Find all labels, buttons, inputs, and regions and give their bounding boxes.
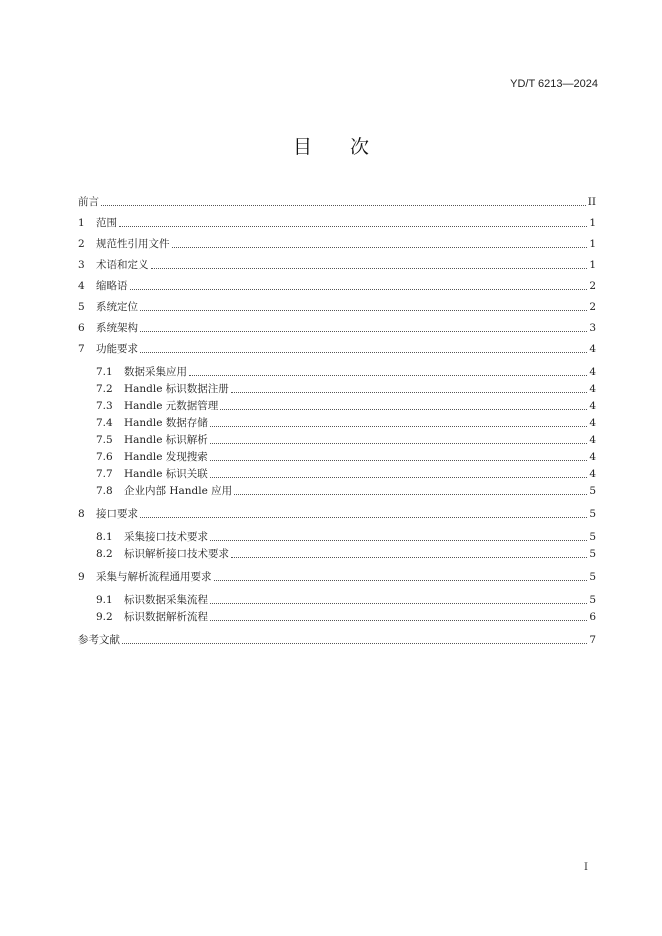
toc-entry-number: 7 (78, 343, 85, 355)
toc-entry[interactable] (78, 464, 596, 481)
toc-entry-number: 1 (78, 217, 85, 229)
toc-leader-dots (119, 225, 587, 227)
toc-entry[interactable] (78, 314, 596, 335)
toc-entry[interactable] (78, 481, 596, 498)
toc-entry-label: 企业内部 Handle 应用 (124, 485, 233, 497)
toc-leader-dots (231, 556, 587, 558)
toc-leader-dots (151, 267, 588, 269)
toc-leader-dots (210, 442, 588, 444)
toc-entry[interactable] (78, 335, 596, 356)
toc-leader-dots (214, 579, 588, 581)
toc-entry-label: Handle 元数据管理 (124, 400, 219, 412)
toc-entry-page: II (587, 196, 596, 208)
toc-entry-label: 标识数据采集流程 (124, 594, 208, 606)
toc-leader-dots (140, 516, 587, 518)
toc-entry-page: 4 (589, 451, 596, 463)
toc-leader-dots (210, 539, 587, 541)
toc-entry-label: 范围 (96, 217, 117, 229)
toc-leader-dots (234, 493, 587, 495)
toc-entry-page: 5 (589, 571, 596, 583)
toc-entry[interactable] (78, 447, 596, 464)
toc-leader-dots (220, 408, 587, 410)
toc-entry-number: 9.1 (96, 594, 113, 606)
document-code: YD/T 6213—2024 (510, 78, 598, 90)
toc-entry[interactable] (78, 251, 596, 272)
toc-leader-dots (130, 288, 588, 290)
toc-entry-label: Handle 标识关联 (124, 468, 208, 480)
toc-entry-page: 4 (589, 400, 596, 412)
toc-entry-page: 4 (589, 468, 596, 480)
toc-entry-label: 前言 (78, 196, 99, 208)
toc-entry-page: 4 (589, 366, 596, 378)
toc-entry-label: 参考文献 (78, 634, 120, 646)
toc-leader-dots (231, 391, 588, 393)
toc-entry-page: 1 (589, 217, 596, 229)
toc-entry[interactable] (78, 230, 596, 251)
toc-entry[interactable] (78, 430, 596, 447)
toc-entry-label: Handle 标识数据注册 (124, 383, 229, 395)
toc-entry-label: 规范性引用文件 (96, 238, 170, 250)
toc-entry[interactable] (78, 413, 596, 430)
toc-entry[interactable] (78, 607, 596, 624)
toc-entry-page: 1 (589, 238, 596, 250)
toc-entry-label: 系统架构 (96, 322, 138, 334)
toc-entry[interactable] (78, 624, 596, 647)
toc-entry[interactable] (78, 293, 596, 314)
toc-entry-number: 6 (78, 322, 85, 334)
toc-entry-number: 5 (78, 301, 85, 313)
toc-entry-number: 3 (78, 259, 85, 271)
toc-entry-page: 7 (589, 634, 596, 646)
toc-leader-dots (210, 602, 587, 604)
toc-entry-number: 2 (78, 238, 85, 250)
toc-leader-dots (140, 309, 587, 311)
toc-leader-dots (210, 619, 587, 621)
page-number: I (584, 862, 588, 873)
toc-entry-page: 4 (589, 434, 596, 446)
toc-entry-label: Handle 发现搜索 (124, 451, 208, 463)
toc-leader-dots (172, 246, 588, 248)
toc-entry-page: 5 (589, 531, 596, 543)
toc-entry-label: 系统定位 (96, 301, 138, 313)
toc-entry-label: 标识数据解析流程 (124, 611, 208, 623)
toc-entry[interactable] (78, 544, 596, 561)
toc-entry-page: 5 (589, 594, 596, 606)
toc-entry-page: 4 (589, 343, 596, 355)
toc-entry-page: 5 (589, 548, 596, 560)
toc-leader-dots (210, 476, 588, 478)
toc-entry-number: 7.7 (96, 468, 113, 480)
toc-entry-number: 7.2 (96, 383, 113, 395)
toc-entry-number: 7.4 (96, 417, 113, 429)
toc-entry-page: 4 (589, 417, 596, 429)
toc-entry-number: 9 (78, 571, 85, 583)
toc-entry-label: Handle 标识解析 (124, 434, 208, 446)
toc-entry[interactable] (78, 379, 596, 396)
toc-entry-page: 2 (589, 301, 596, 313)
toc-entry[interactable] (78, 209, 596, 230)
toc-entry-label: 接口要求 (96, 508, 138, 520)
toc-entry-number: 8 (78, 508, 85, 520)
toc-entry-label: 术语和定义 (96, 259, 149, 271)
toc-entry[interactable] (78, 188, 596, 209)
toc-entry-number: 7.5 (96, 434, 113, 446)
toc-leader-dots (210, 459, 588, 461)
toc-entry-label: 采集与解析流程通用要求 (96, 571, 212, 583)
toc-entry-label: Handle 数据存储 (124, 417, 208, 429)
toc-entry-number: 7.3 (96, 400, 113, 412)
table-of-contents (78, 188, 596, 647)
toc-entry-page: 5 (589, 508, 596, 520)
toc-entry[interactable] (78, 272, 596, 293)
toc-leader-dots (189, 374, 587, 376)
toc-entry-page: 5 (589, 485, 596, 497)
toc-entry-page: 4 (589, 383, 596, 395)
toc-entry-number: 8.2 (96, 548, 113, 560)
toc-leader-dots (210, 425, 588, 427)
toc-entry[interactable] (78, 561, 596, 584)
toc-entry-label: 标识解析接口技术要求 (124, 548, 229, 560)
toc-leader-dots (140, 330, 587, 332)
toc-entry[interactable] (78, 521, 596, 544)
toc-entry[interactable] (78, 356, 596, 379)
toc-entry-page: 3 (589, 322, 596, 334)
toc-leader-dots (140, 351, 587, 353)
toc-entry-number: 4 (78, 280, 85, 292)
toc-entry-label: 缩略语 (96, 280, 128, 292)
toc-entry-page: 1 (589, 259, 596, 271)
toc-entry[interactable] (78, 498, 596, 521)
toc-entry-number: 9.2 (96, 611, 113, 623)
toc-entry-page: 2 (589, 280, 596, 292)
toc-entry-number: 7.1 (96, 366, 113, 378)
toc-entry-number: 7.6 (96, 451, 113, 463)
toc-entry-page: 6 (589, 611, 596, 623)
toc-entry-label: 数据采集应用 (124, 366, 187, 378)
toc-entry-label: 功能要求 (96, 343, 138, 355)
toc-leader-dots (122, 642, 587, 644)
toc-entry-number: 7.8 (96, 485, 113, 497)
page-title: 目次 (292, 136, 407, 158)
toc-entry[interactable] (78, 396, 596, 413)
toc-entry-number: 8.1 (96, 531, 113, 543)
toc-entry-label: 采集接口技术要求 (124, 531, 208, 543)
toc-entry[interactable] (78, 584, 596, 607)
toc-leader-dots (101, 204, 586, 206)
